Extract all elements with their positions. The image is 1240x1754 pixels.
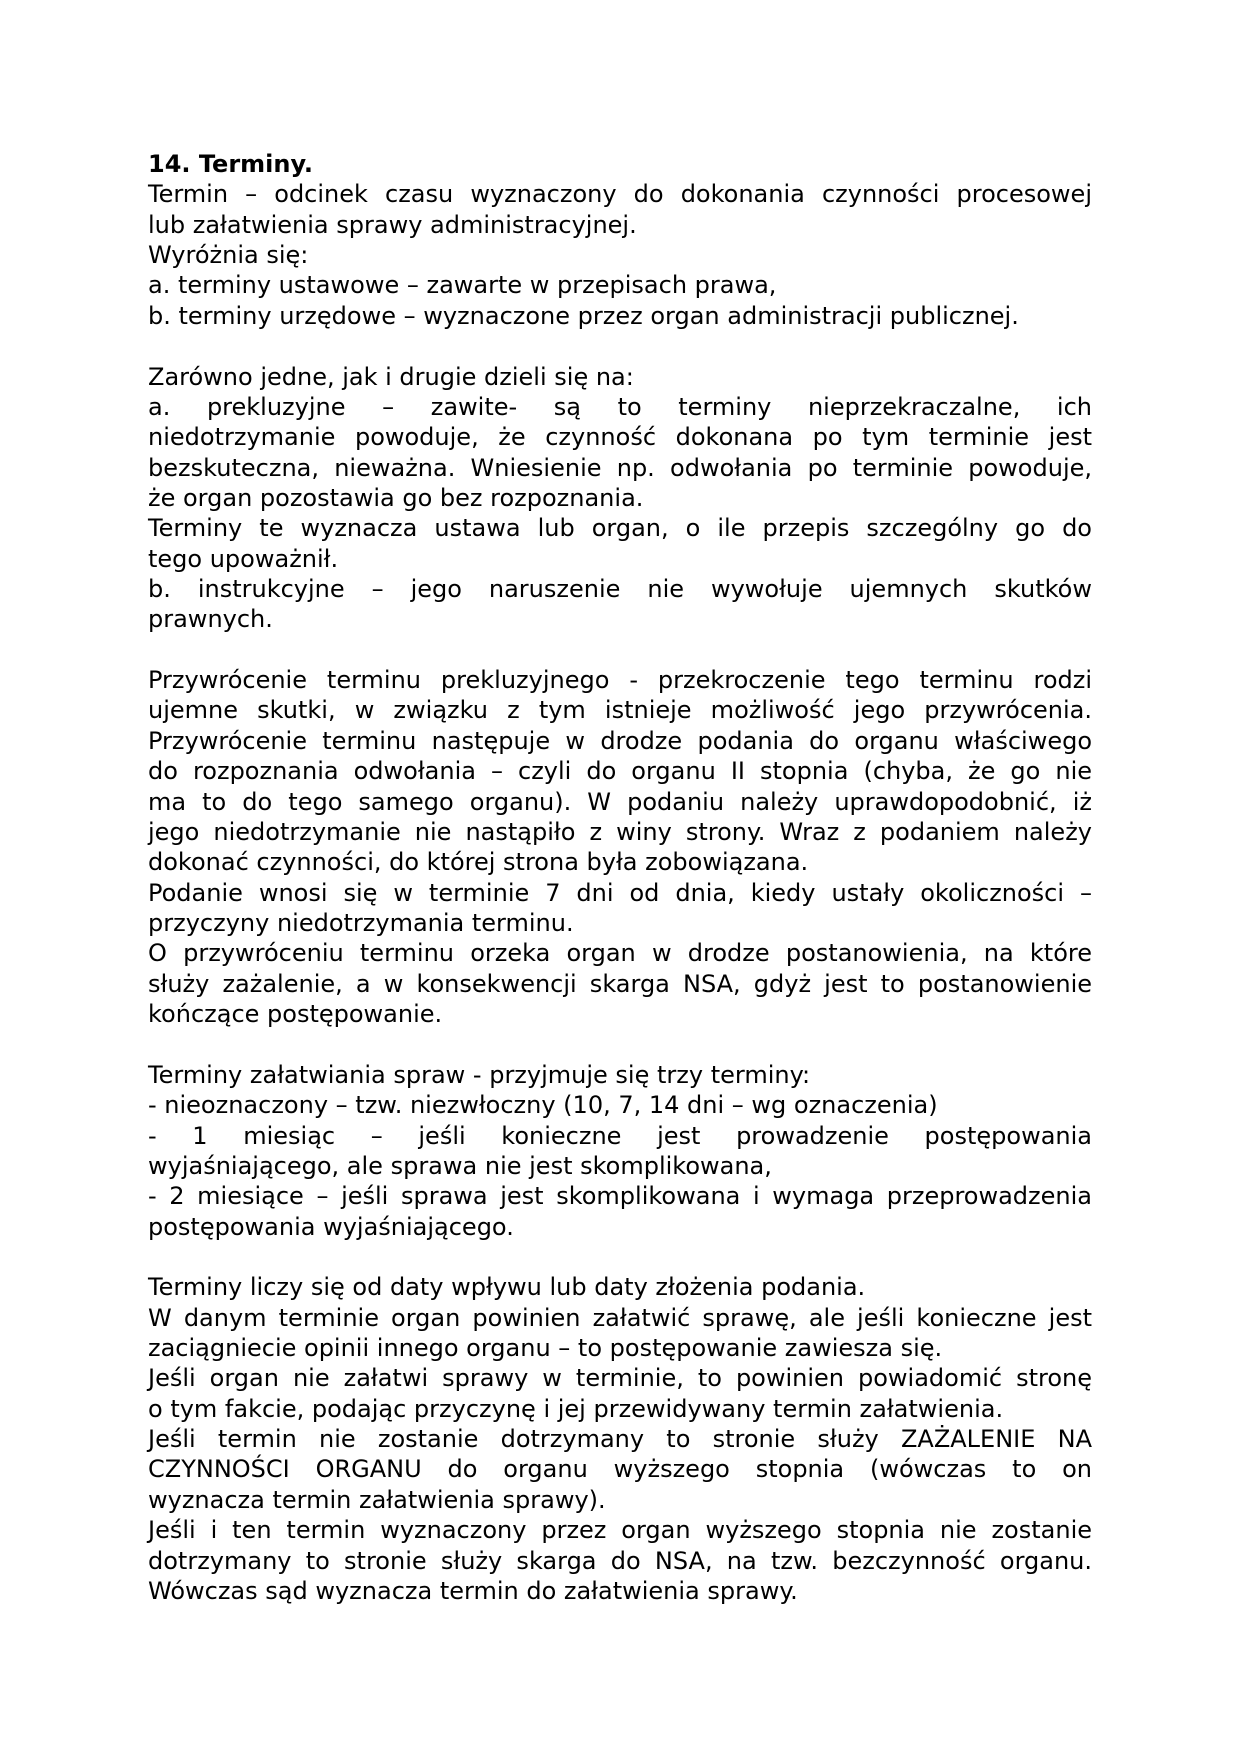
paragraph bbox=[148, 1060, 1092, 1090]
paragraph bbox=[148, 1424, 1092, 1515]
paragraph bbox=[148, 574, 1092, 635]
paragraph bbox=[148, 1181, 1092, 1242]
text-line: Podanie wnosi się w terminie 7 dni od dnia, kiedy ustały okoliczności – bbox=[148, 878, 1092, 907]
paragraph bbox=[148, 1515, 1092, 1606]
paragraph bbox=[148, 1121, 1092, 1182]
paragraph bbox=[148, 513, 1092, 574]
text-line: O przywróceniu terminu orzeka organ w drodze postanowienia, na które bbox=[148, 939, 1092, 968]
text-line: zaciągniecie opinii innego organu – to postępowanie zawiesza się. bbox=[148, 1334, 943, 1363]
blank-line bbox=[148, 1029, 1092, 1059]
text-line: a. terminy ustawowe – zawarte w przepisach prawa, bbox=[148, 271, 777, 300]
paragraph bbox=[148, 240, 1092, 270]
document-page bbox=[148, 149, 1092, 1606]
blank-line bbox=[148, 1242, 1092, 1272]
text-line: ma to do tego samego organu). W podaniu należy uprawdopodobnić, iż bbox=[148, 787, 1092, 816]
paragraph bbox=[148, 1303, 1092, 1364]
text-line: b. terminy urzędowe – wyznaczone przez organ administracji publicznej. bbox=[148, 301, 1019, 330]
text-line: dokonać czynności, do której strona była zobowiązana. bbox=[148, 848, 809, 877]
text-line: ujemne skutki, w związku z tym istnieje możliwość jego przywrócenia. bbox=[148, 696, 1092, 725]
text-line: Termin – odcinek czasu wyznaczony do dokonania czynności procesowej bbox=[148, 180, 1092, 209]
text-line: a. prekluzyjne – zawite- są to terminy nieprzekraczalne, ich bbox=[148, 392, 1092, 421]
text-line: kończące postępowanie. bbox=[148, 1000, 443, 1029]
text-line: przyczyny niedotrzymania terminu. bbox=[148, 908, 574, 937]
text-line: - 1 miesiąc – jeśli konieczne jest prowadzenie postępowania bbox=[148, 1121, 1092, 1150]
blank-line bbox=[148, 331, 1092, 361]
text-line: CZYNNOŚCI ORGANU do organu wyższego stopnia (wówczas to on bbox=[148, 1455, 1092, 1484]
text-line: że organ pozostawia go bez rozpoznania. bbox=[148, 483, 644, 512]
text-line: bezskuteczna, nieważna. Wniesienie np. odwołania po terminie powoduje, bbox=[148, 453, 1092, 482]
blank-line bbox=[148, 635, 1092, 665]
text-line: Terminy załatwiania spraw - przyjmuje się trzy terminy: bbox=[148, 1060, 811, 1089]
paragraph bbox=[148, 362, 1092, 392]
text-line: Wyróżnia się: bbox=[148, 241, 309, 270]
text-line: b. instrukcyjne – jego naruszenie nie wywołuje ujemnych skutków bbox=[148, 575, 1092, 604]
text-line: Zarówno jedne, jak i drugie dzieli się na: bbox=[148, 362, 634, 391]
document-body bbox=[148, 179, 1092, 1606]
paragraph bbox=[148, 301, 1092, 331]
paragraph bbox=[148, 179, 1092, 240]
text-line: Jeśli organ nie załatwi sprawy w terminie, to powinien powiadomić stronę bbox=[148, 1364, 1092, 1393]
text-line: wyznacza termin załatwienia sprawy). bbox=[148, 1485, 606, 1514]
text-line: - nieoznaczony – tzw. niezwłoczny (10, 7, 14 dni – wg oznaczenia) bbox=[148, 1091, 938, 1120]
text-line: lub załatwienia sprawy administracyjnej. bbox=[148, 210, 637, 239]
text-line: Przywrócenie terminu prekluzyjnego - przekroczenie tego terminu rodzi bbox=[148, 666, 1092, 695]
text-line: służy zażalenie, a w konsekwencji skarga NSA, gdyż jest to postanowienie bbox=[148, 969, 1092, 998]
paragraph bbox=[148, 1090, 1092, 1120]
text-line: - 2 miesiące – jeśli sprawa jest skomplikowana i wymaga przeprowadzenia bbox=[148, 1182, 1092, 1211]
text-line: wyjaśniającego, ale sprawa nie jest skomplikowana, bbox=[148, 1151, 772, 1180]
text-line: Jeśli i ten termin wyznaczony przez organ wyższego stopnia nie zostanie bbox=[148, 1516, 1092, 1545]
text-line: niedotrzymanie powoduje, że czynność dokonana po tym terminie jest bbox=[148, 423, 1092, 452]
text-line: Terminy te wyznacza ustawa lub organ, o ile przepis szczególny go do bbox=[148, 514, 1092, 543]
paragraph bbox=[148, 938, 1092, 1029]
text-line: Terminy liczy się od daty wpływu lub daty złożenia podania. bbox=[148, 1273, 866, 1302]
text-line: dotrzymany to stronie służy skarga do NSA, na tzw. bezczynność organu. bbox=[148, 1546, 1092, 1575]
paragraph bbox=[148, 878, 1092, 939]
text-line: tego upoważnił. bbox=[148, 544, 339, 573]
paragraph bbox=[148, 270, 1092, 300]
text-line: do rozpoznania odwołania – czyli do organu II stopnia (chyba, że go nie bbox=[148, 757, 1092, 786]
text-line: prawnych. bbox=[148, 605, 273, 634]
text-line: W danym terminie organ powinien załatwić sprawę, ale jeśli konieczne jest bbox=[148, 1303, 1092, 1332]
paragraph bbox=[148, 1272, 1092, 1302]
text-line: postępowania wyjaśniającego. bbox=[148, 1212, 514, 1241]
text-line: Wówczas sąd wyznacza termin do załatwienia sprawy. bbox=[148, 1576, 798, 1605]
text-line: jego niedotrzymanie nie nastąpiło z winy strony. Wraz z podaniem należy bbox=[148, 817, 1092, 846]
paragraph bbox=[148, 1363, 1092, 1424]
paragraph bbox=[148, 665, 1092, 878]
paragraph bbox=[148, 392, 1092, 513]
section-heading: 14. Terminy. bbox=[148, 150, 314, 178]
text-line: o tym fakcie, podając przyczynę i jej przewidywany termin załatwienia. bbox=[148, 1394, 1004, 1423]
text-line: Przywrócenie terminu następuje w drodze podania do organu właściwego bbox=[148, 726, 1092, 755]
text-line: Jeśli termin nie zostanie dotrzymany to stronie służy ZAŻALENIE NA bbox=[148, 1425, 1092, 1454]
